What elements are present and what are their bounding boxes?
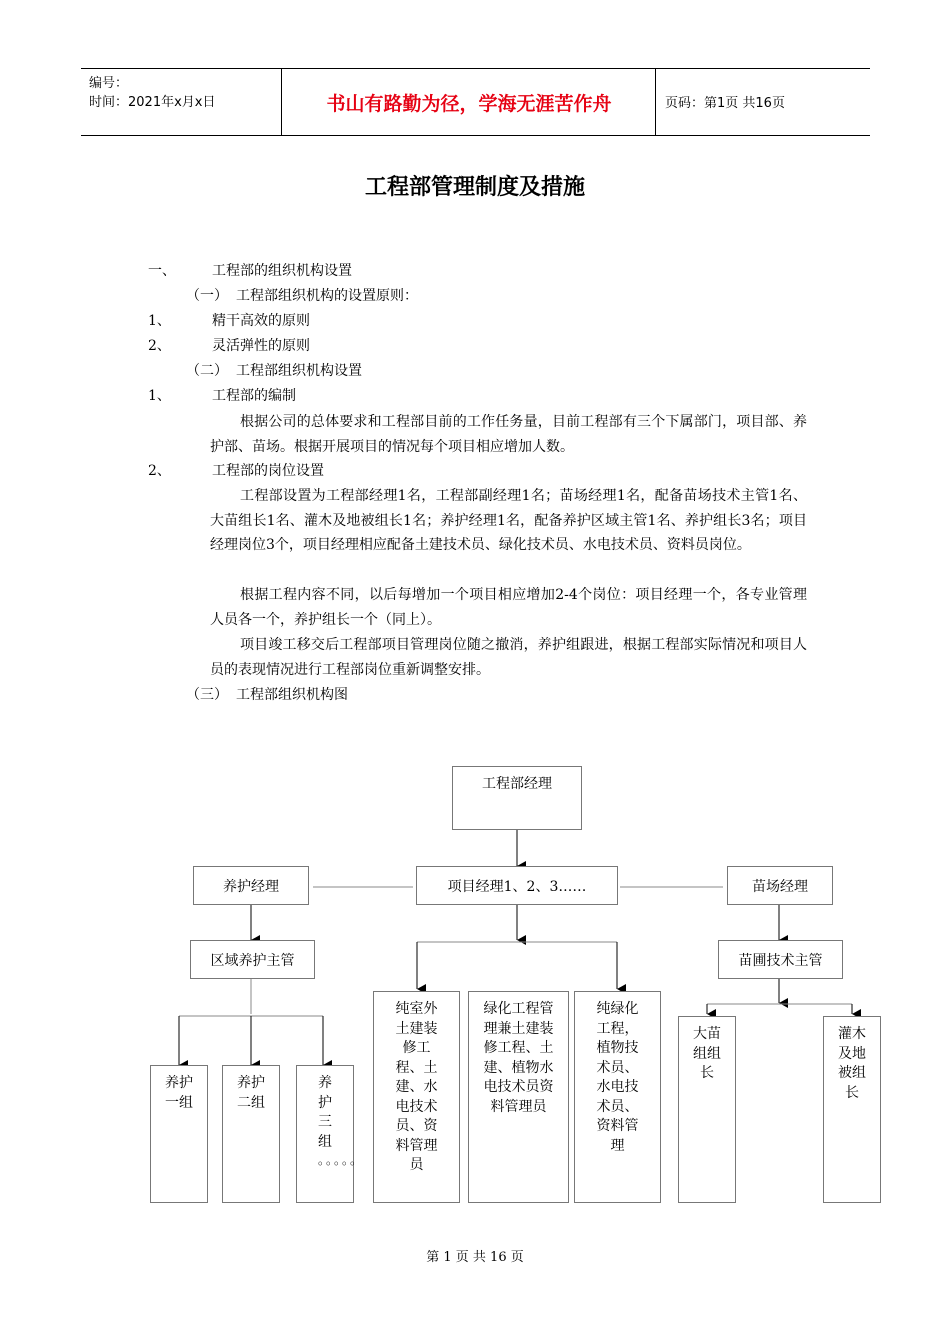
subsection-text: 工程部组织机构的设置原则： xyxy=(236,288,418,304)
org-node-area-supervisor: 区域养护主管 xyxy=(190,940,315,979)
page-title: 工程部管理制度及措施 xyxy=(364,175,585,200)
paragraph: 工程部设置为工程部经理1名，工程部副经理1名；苗场经理1名，配备苗场技术主管1名、大苗组长1名、灌木及地被组长1名；养护经理1名，配备养护区域主管1名、养护组长3名；项目经理岗位3个，项目经理相应配备土建技术员、绿化技术员、水电技术员、资料员岗位。 xyxy=(210,488,807,553)
group-label: 养护三组 xyxy=(318,1075,332,1150)
org-node-tech: 纯绿化工程，植物技术员、水电技术员、资料管理 xyxy=(574,991,661,1203)
org-node-group: 养护二组 xyxy=(222,1065,280,1203)
org-node-group: 养护一组 xyxy=(150,1065,208,1203)
org-node-nursery-manager: 苗场经理 xyxy=(727,866,833,905)
paragraph: 项目竣工移交后工程部项目管理岗位随之撤消，养护组跟进，根据工程部实际情况和项目人员的表现情况进行工程部岗位重新调整安排。 xyxy=(210,637,807,678)
org-node-leader: 大苗组组长 xyxy=(678,1016,736,1203)
org-node-leader: 灌木及地被组长 xyxy=(823,1016,881,1203)
section-text: 工程部的组织机构设置 xyxy=(212,263,352,279)
list-marker: （一） xyxy=(186,288,228,304)
header-page-info: 页码：第1页 共16页 xyxy=(665,96,785,111)
org-node-maintenance-manager: 养护经理 xyxy=(193,866,309,905)
page-footer: 第 1 页 共 16 页 xyxy=(426,1250,524,1265)
list-marker: 一、 xyxy=(148,263,176,279)
list-marker: （二） xyxy=(186,363,228,379)
code-label: 编号： xyxy=(89,76,129,91)
subsection-text: 工程部组织机构图 xyxy=(236,687,348,703)
list-item-text: 工程部的编制 xyxy=(212,388,296,404)
subsection-text: 工程部组织机构设置 xyxy=(236,363,362,379)
list-marker: 2、 xyxy=(148,463,171,479)
list-item-text: 工程部的岗位设置 xyxy=(212,463,324,479)
org-node-tech: 绿化工程管理兼土建装修工程、土建、植物水电技术员资料管理员 xyxy=(468,991,569,1203)
list-marker: 1、 xyxy=(148,313,171,329)
list-marker: （三） xyxy=(186,687,228,703)
org-node-tech: 纯室外土建装修工程、土建、水电技术员、资料管理员 xyxy=(373,991,460,1203)
list-item-text: 精干高效的原则 xyxy=(212,313,310,329)
motto: 书山有路勤为径，学海无涯苦作舟 xyxy=(326,92,612,115)
paragraph: 根据工程内容不同，以后每增加一个项目相应增加2-4个岗位：项目经理一个，各专业管理人员各一个，养护组长一个（同上）。 xyxy=(210,587,807,628)
org-node-nursery-supervisor: 苗圃技术主管 xyxy=(718,940,843,979)
list-item-text: 灵活弹性的原则 xyxy=(212,338,310,354)
list-marker: 2、 xyxy=(148,338,171,354)
org-node-project-manager: 项目经理1、2、3…… xyxy=(416,866,618,905)
time-label: 时间：2021年x月x日 xyxy=(89,95,216,110)
org-node-group xyxy=(296,1065,365,1203)
group-ellipsis: 。。。。。 xyxy=(318,1153,365,1167)
paragraph: 根据公司的总体要求和工程部目前的工作任务量，目前工程部有三个下属部门，项目部、养护部、苗场。根据开展项目的情况每个项目相应增加人数。 xyxy=(210,414,807,455)
list-marker: 1、 xyxy=(148,388,171,404)
org-node-root: 工程部经理 xyxy=(452,766,582,830)
